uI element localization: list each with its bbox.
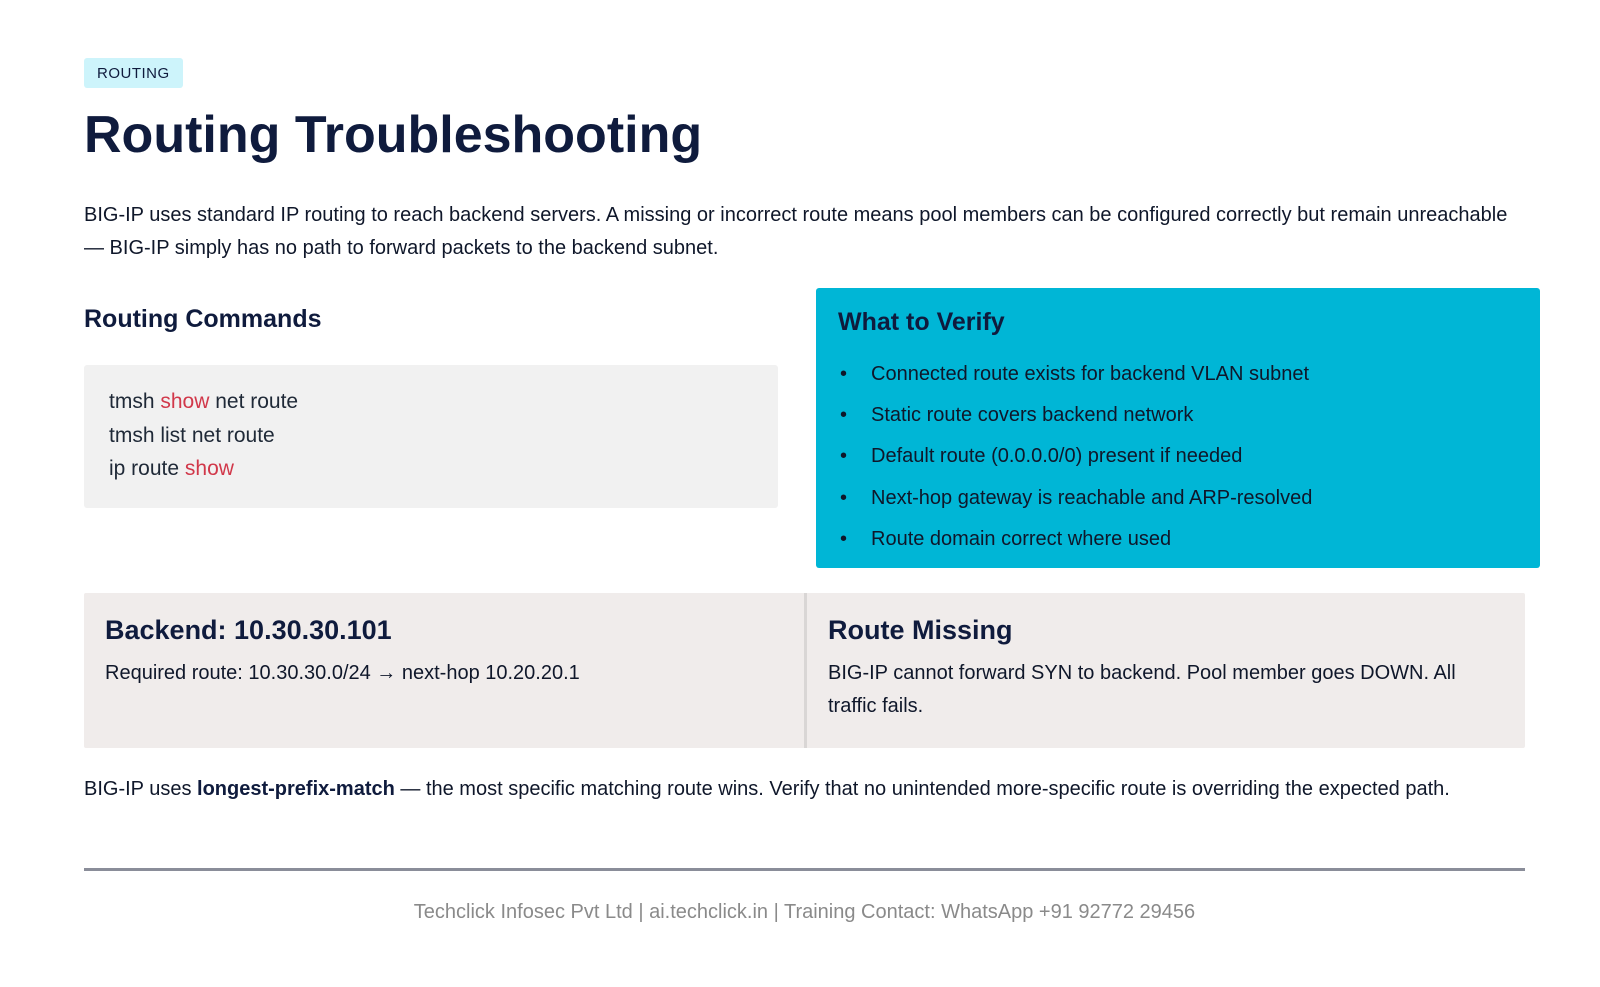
list-item-text: Next-hop gateway is reachable and ARP-resolved: [871, 486, 1313, 509]
code-text: net route: [209, 390, 299, 413]
list-item: [838, 354, 1518, 395]
code-line: [109, 452, 753, 486]
bullet-icon: •: [840, 404, 848, 427]
info-row: [84, 593, 1525, 748]
section-tag: ROUTING: [84, 58, 183, 88]
route-missing-card: [807, 593, 1525, 748]
list-item-text: Connected route exists for backend VLAN subnet: [871, 363, 1310, 385]
note-paragraph: [84, 773, 1524, 806]
list-item: [838, 395, 1518, 436]
intro-paragraph: BIG-IP uses standard IP routing to reach backend servers. A missing or incorrect route means pool members can be configured correctly but remain unreachable — BIG-IP simply has no path to forward packets to the backend subnet.: [84, 204, 1508, 259]
bullet-icon: •: [840, 445, 848, 468]
list-item: [838, 436, 1518, 477]
list-item: [838, 519, 1518, 560]
footer-text: Techclick Infosec Pvt Ltd | ai.techclick.in | Training Contact: WhatsApp +91 92772 29456: [413, 901, 1196, 923]
note-emphasis: longest-prefix-match: [197, 778, 395, 800]
code-text: tmsh: [109, 390, 161, 413]
code-keyword: show: [160, 390, 210, 413]
bullet-icon: •: [840, 363, 848, 385]
note-text: BIG-IP uses: [84, 778, 198, 800]
list-item-text: Route domain correct where used: [871, 527, 1172, 550]
code-keyword: show: [184, 457, 234, 480]
backend-heading: Backend: 10.30.30.101: [105, 615, 392, 645]
list-item-text: Default route (0.0.0.0/0) present if needed: [871, 445, 1243, 468]
page-title: Routing Troubleshooting: [84, 106, 703, 164]
code-block: [84, 365, 778, 508]
route-missing-heading: Route Missing: [828, 615, 1013, 645]
code-text: tmsh list net route: [109, 423, 275, 447]
note-text: — the most specific matching route wins. Verify that no unintended more-specific route is overriding the expected path.: [394, 778, 1450, 800]
verify-panel: [816, 288, 1540, 568]
bullet-icon: •: [840, 527, 848, 550]
route-missing-text: BIG-IP cannot forward SYN to backend. Pool member goes DOWN. All traffic fails.: [828, 662, 1456, 717]
verify-heading: What to Verify: [838, 308, 1005, 336]
divider: [84, 868, 1525, 871]
list-item-text: Static route covers backend network: [871, 404, 1194, 427]
list-item: [838, 478, 1518, 519]
backend-card: [84, 593, 804, 748]
bullet-icon: •: [840, 486, 848, 509]
routing-commands-heading: Routing Commands: [84, 305, 322, 333]
backend-text: Required route: 10.30.30.0/24 → next-hop 10.20.20.1: [105, 662, 580, 684]
code-text: ip route: [109, 457, 185, 480]
verify-list: [838, 354, 1518, 560]
code-line: [109, 385, 753, 419]
code-line: [109, 419, 753, 453]
